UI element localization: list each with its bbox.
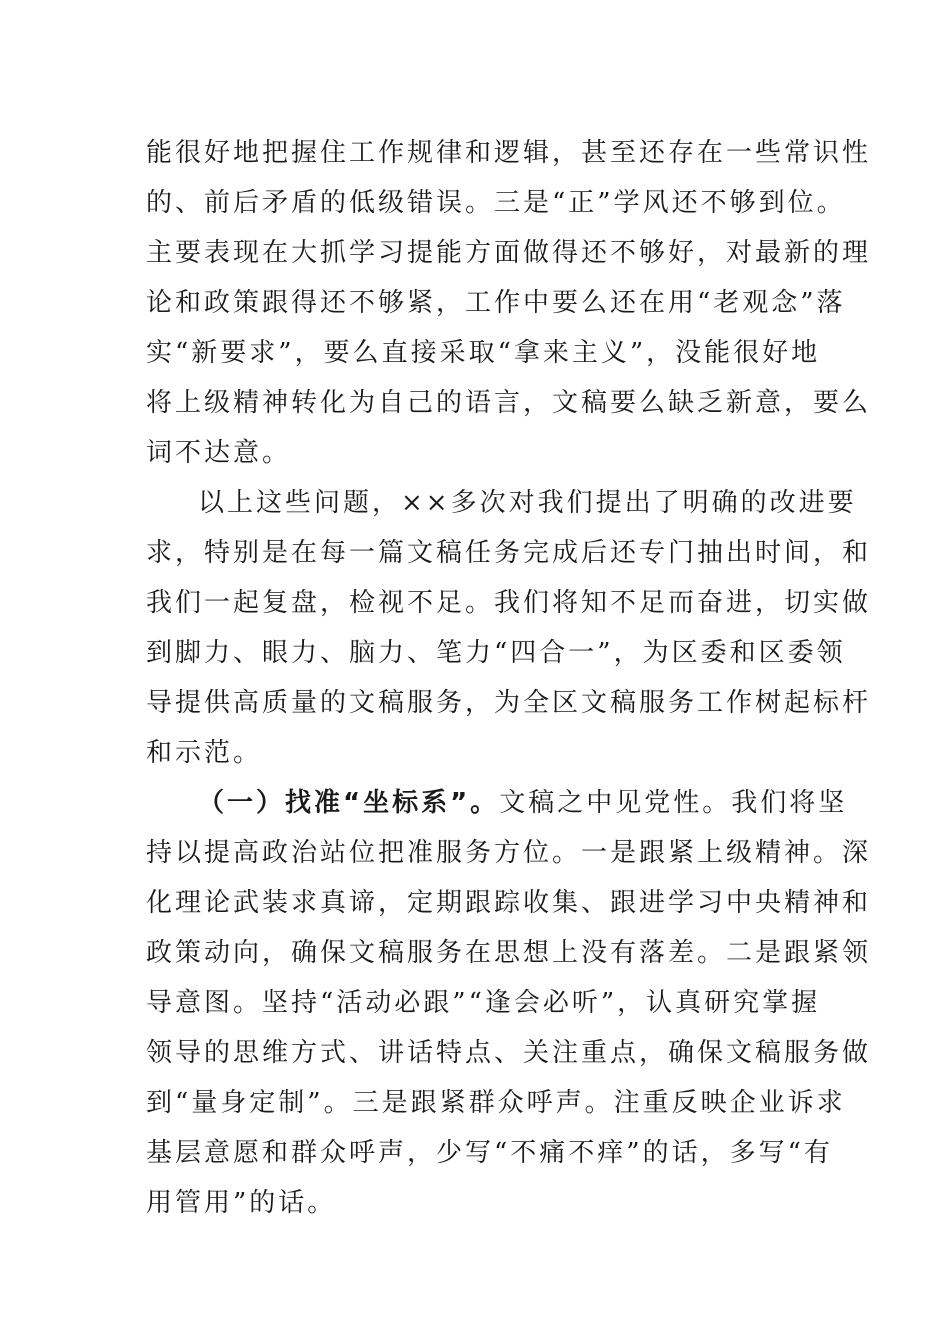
text-line: 政策动向，确保文稿服务在思想上没有落差。二是跟紧领: [146, 938, 872, 968]
text-line: 能很好地把握住工作规律和逻辑，甚至还存在一些常识性: [146, 138, 872, 168]
text-line: 和示范。: [146, 738, 263, 768]
text-line: 以上这些问题，××多次对我们提出了明确的改进要: [198, 488, 857, 518]
text-line: 将上级精神转化为自己的语言，文稿要么缺乏新意，要么: [146, 388, 872, 418]
text-line: 的、前后矛盾的低级错误。三是“正”学风还不够到位。: [146, 188, 846, 218]
text-line: 主要表现在大抓学习提能方面做得还不够好，对最新的理: [146, 238, 872, 268]
text-line: [146, 778, 848, 828]
text-line: 导提供高质量的文稿服务，为全区文稿服务工作树起标杆: [146, 688, 872, 718]
text-line: 我们一起复盘，检视不足。我们将知不足而奋进，切实做: [146, 588, 872, 618]
text-line: 化理论武装求真谛，定期跟踪收集、跟进学习中央精神和: [146, 888, 872, 918]
text-line: 持以提高政治站位把准服务方位。一是跟紧上级精神。深: [146, 838, 872, 868]
text-line: 到“量身定制”。三是跟紧群众呼声。注重反映企业诉求: [146, 1088, 846, 1118]
paragraph-1: [146, 128, 872, 478]
text-line: 词不达意。: [146, 438, 292, 468]
text-line: 用管用”的话。: [146, 1188, 337, 1218]
section-heading: （一）找准“坐标系”。: [198, 788, 500, 818]
text-line: 领导的思维方式、讲话特点、关注重点，确保文稿服务做: [146, 1038, 872, 1068]
text-line: 求，特别是在每一篇文稿任务完成后还专门抽出时间，和: [146, 538, 872, 568]
document-body: [146, 128, 872, 1228]
text-line: 导意图。坚持“活动必跟”“逢会必听”，认真研究掌握: [146, 988, 821, 1018]
text-line: 到脚力、眼力、脑力、笔力“四合一”，为区委和区委领: [146, 638, 846, 668]
text-line: 实“新要求”，要么直接采取“拿来主义”，没能很好地: [146, 338, 821, 368]
paragraph-2: [146, 478, 872, 778]
section-heading-rest: 文稿之中见党性。我们将坚: [499, 788, 848, 818]
text-line: 基层意愿和群众呼声，少写“不痛不痒”的话，多写“有: [146, 1138, 833, 1168]
paragraph-3: [146, 778, 872, 1228]
text-line: 论和政策跟得还不够紧，工作中要么还在用“老观念”落: [146, 288, 846, 318]
